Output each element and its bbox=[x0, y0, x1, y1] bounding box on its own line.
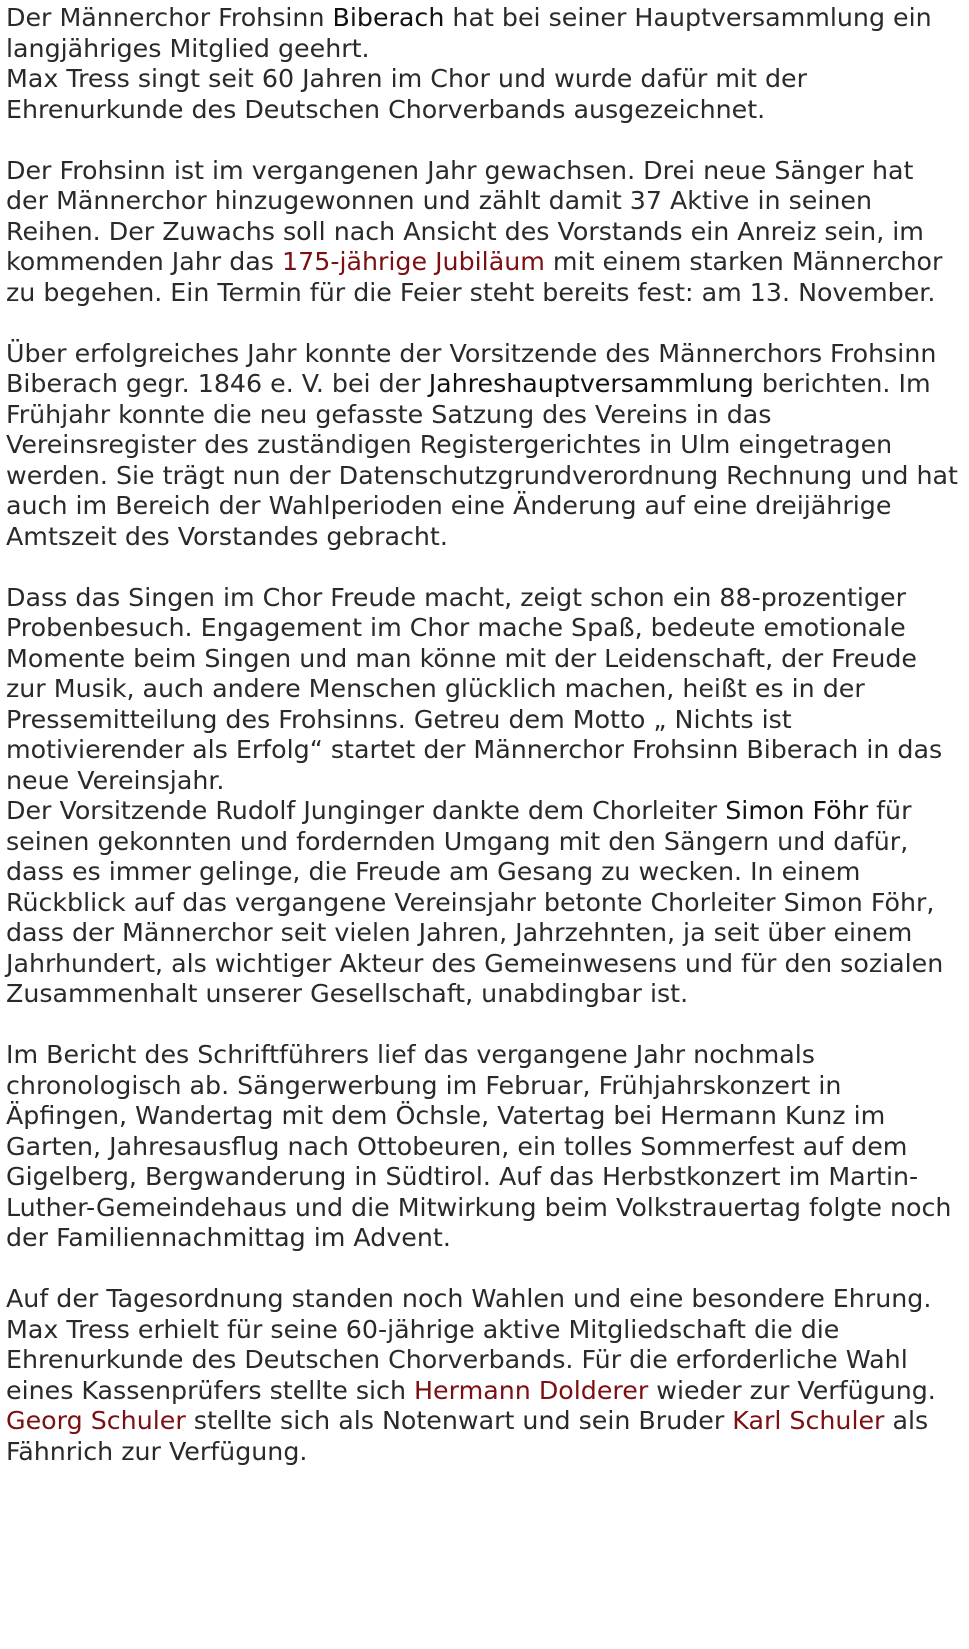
link-georg-schuler[interactable]: Georg Schuler bbox=[6, 1406, 186, 1435]
text-segment: Dass das Singen im Chor Freude macht, zeigt schon ein 88-prozentiger Probenbesuch. Engagement im Chor mache Spaß, bedeute emotionale Momente beim Singen und man könne mit der Leidenschaft, der Freude zur Musik, auch andere Menschen glücklich machen, heißt es in der Pressemitteilung des Frohsinns. Getreu dem Motto „ Nichts ist motivierender als Erfolg“ startet der Männerchor Frohsinn Biberach in das neue Vereinsjahr. bbox=[6, 582, 943, 795]
paragraph-annual-meeting bbox=[6, 339, 963, 553]
text-segment: Auf der Tagesordnung standen noch Wahlen und eine besondere Ehrung. Max Tress erhielt für seine 60-jährige aktive Mitgliedschaft die die Ehrenurkunde des Deutschen Chorverbands. Für die erforderliche Wahl eines Kassenprüfers stellte sich bbox=[6, 1284, 932, 1405]
text-segment: Über erfolgreiches Jahr konnte der Vorsitzende des Männerchors Frohsinn Biberach gegr. 1846 e. V. bei der bbox=[6, 338, 937, 398]
text-segment: Max Tress singt seit 60 Jahren im Chor und wurde dafür mit der Ehrenurkunde des Deutschen Chorverbands ausgezeichnet. bbox=[6, 64, 808, 124]
text-segment: wieder zur Verfügung. bbox=[648, 1375, 936, 1405]
keyword-biberach: Biberach bbox=[332, 3, 445, 32]
link-jubilaeum[interactable]: 175-jährige Jubiläum bbox=[282, 247, 545, 276]
text-segment: als Fähnrich zur Verfügung. bbox=[6, 1406, 929, 1466]
text-segment: Der Vorsitzende Rudolf Junginger dankte dem Chorleiter bbox=[6, 796, 726, 825]
text-segment: Der Männerchor Frohsinn bbox=[6, 3, 333, 32]
keyword-jahreshauptversammlung: Jahreshauptversammlung bbox=[428, 369, 754, 398]
paragraph-rehearsal bbox=[6, 583, 963, 797]
paragraph-chairman-thanks bbox=[6, 796, 963, 1010]
paragraph-secretary-report bbox=[6, 1040, 963, 1254]
text-segment: stellte sich als Notenwart und sein Bruder bbox=[185, 1406, 733, 1435]
text-segment: Der Frohsinn ist im vergangenen Jahr gewachsen. Drei neue Sänger hat der Männerchor hinzugewonnen und zählt damit 37 Aktive in seinen Reihen. Der Zuwachs soll nach Ansicht des Vorstands ein Anreiz sein, im kommenden Jahr das bbox=[6, 155, 924, 276]
keyword-simon-foehr: Simon Föhr bbox=[725, 796, 869, 825]
link-karl-schuler[interactable]: Karl Schuler bbox=[732, 1406, 885, 1435]
text-segment: hat bei seiner Hauptversammlung ein langjähriges Mitglied geehrt. bbox=[6, 3, 932, 63]
paragraph-elections bbox=[6, 1284, 963, 1467]
text-segment: berichten. Im Frühjahr konnte die neu gefasste Satzung des Vereins in das Vereinsregister des zuständigen Registergerichtes in Ulm eingetragen werden. Sie trägt nun der Datenschutzgrundverordnung Rechnung und hat auch im Bereich der Wahlperioden eine Änderung auf eine dreijährige Amtszeit des Vorstandes gebracht. bbox=[6, 369, 958, 551]
text-segment: Im Bericht des Schriftführers lief das vergangene Jahr nochmals chronologisch ab. Sängerwerbung im Februar, Frühjahrskonzert in Äpfingen, Wandertag mit dem Öchsle, Vatertag bei Hermann Kunz im Garten, Jahresausflug nach Ottobeuren, ein tolles Sommerfest auf dem Gigelberg, Bergwanderung in Südtirol. Auf das Herbstkonzert im Martin-Luther-Gemeindehaus und die Mitwirkung beim Volkstrauertag folgte noch der Familiennachmittag im Advent. bbox=[6, 1040, 952, 1252]
link-hermann-dolderer[interactable]: Hermann Dolderer bbox=[414, 1375, 649, 1405]
paragraph-growth bbox=[6, 156, 963, 309]
paragraph-intro bbox=[6, 3, 963, 125]
text-segment: für seinen gekonnten und fordernden Umgang mit den Sängern und dafür, dass es immer gelinge, die Freude am Gesang zu wecken. In einem Rückblick auf das vergangene Vereinsjahr betonte Chorleiter Simon Föhr, dass der Männerchor seit vielen Jahren, Jahrzehnten, ja seit über einem Jahrhundert, als wichtiger Akteur des Gemeinwesens und für den sozialen Zusammenhalt unserer Gesellschaft, unabdingbar ist. bbox=[6, 796, 944, 1008]
text-segment: mit einem starken Männerchor zu begehen. Ein Termin für die Feier steht bereits fest: am 13. November. bbox=[6, 247, 943, 307]
